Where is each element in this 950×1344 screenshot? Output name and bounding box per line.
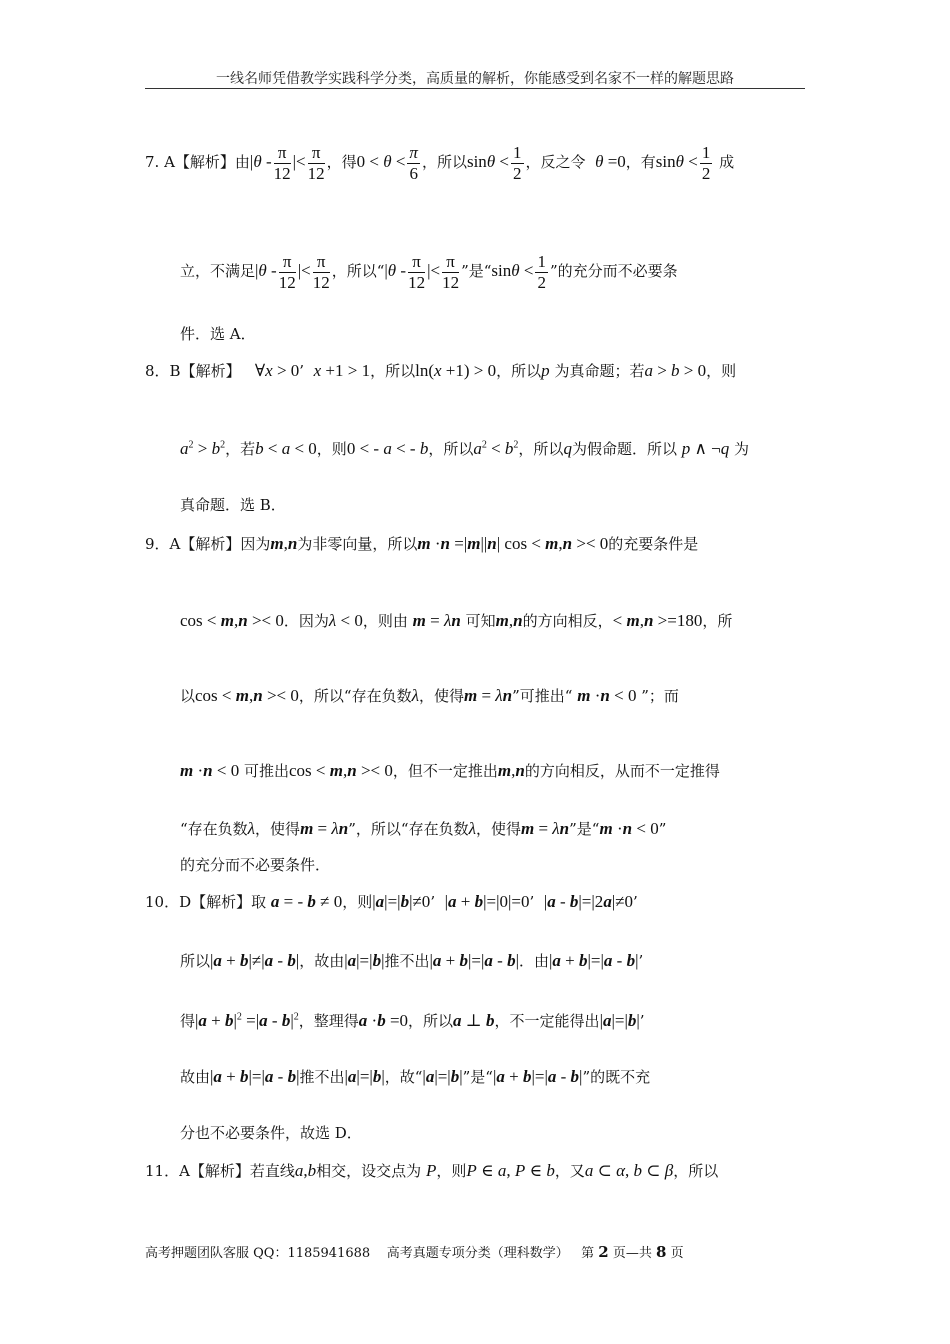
q9-line-6: 的充分而不必要条件．: [180, 856, 331, 874]
fraction: $\frac{\pi}{12}$: [408, 252, 426, 292]
q7-line-2: 立，不满足|θ - $\frac{\pi}{12}$ |< $\frac{\pi}{12}$ ，所以“|θ - $\frac{\pi}{12}$ |< $\frac{\pi}{12}$ ”是“sinθ < $\frac{1}{2}$ ”的充分而不必要条: [180, 252, 678, 292]
q10-line-3: 得$|a + b|^2 =|a - b|^2$，整理得a ·b =0，所以a ⊥ b，不一定能得出|a|=|b|’: [180, 1011, 645, 1030]
fraction: $\frac{\pi}{12}$: [273, 143, 291, 183]
fraction: $\frac{1}{2}$: [701, 143, 711, 183]
fraction: $\frac{\pi}{12}$: [442, 252, 460, 292]
page-number: 2: [598, 1243, 609, 1261]
footer-qq: 高考押题团队客服 QQ：1185941688: [145, 1246, 371, 1261]
q9-line-4: m ·n < 0 可推出cos < m,n >< 0，但不一定推出m,n的方向相反，从而不一定推得: [180, 761, 720, 780]
page-footer: 高考押题团队客服 QQ：1185941688 高考真题专项分类（理科数学） 第 2 页—共 8 页: [145, 1243, 684, 1261]
q9-line-5: “存在负数λ，使得m = λn”，所以“存在负数λ，使得m = λn”是“m ·n < 0”: [180, 819, 667, 838]
q10-line-1: 10．D【解析】取 a = - b ≠ 0，则|a|=|b|≠0’ |a + b|=|0|=0’ |a - b|=|2a|≠0’: [145, 892, 638, 911]
q8-line-1: 8．B【解析】 ∀x > 0’ x +1 > 1，所以ln(x +1) > 0，所以p 为真命题；若a > b > 0，则: [145, 361, 737, 380]
fraction: $\frac{\pi}{12}$: [307, 143, 325, 183]
q9-line-2: cos < m,n >< 0．因为λ < 0，则由 m = λn 可知m,n的方向相反，< m,n >=180，所: [180, 611, 733, 630]
q9-line-3: 以cos < m,n >< 0，所以“存在负数λ，使得m = λn”可推出“ m ·n < 0 ”；而: [180, 686, 679, 705]
q10-line-5: 分也不必要条件，故选 D．: [180, 1124, 362, 1142]
footer-title: 高考真题专项分类（理科数学）: [386, 1246, 569, 1261]
page-header: 一线名师凭借教学实践科学分类，高质量的解析，你能感受到名家不一样的解题思路: [216, 71, 734, 87]
q7-line-1: 7. A【解析】由|θ - $\frac{\pi}{12}$ |< $\frac{\pi}{12}$ ，得0 < θ < $\frac{\pi}{6}$ ，所以sinθ < $\frac{1}{2}$ ，反之令 θ =0，有sinθ < $\frac{1}{2}$ 成: [145, 143, 735, 183]
q8-line-3: 真命题．选 B．: [180, 496, 286, 514]
page-total: 8: [656, 1243, 667, 1261]
fraction: $\frac{1}{2}$: [537, 252, 546, 292]
q9-line-1: 9．A【解析】因为m,n为非零向量，所以m ·n =|m||n| cos < m,n >< 0的充要条件是: [145, 534, 699, 553]
q10-line-4: 故由|a + b|=|a - b|推不出|a|=|b|，故“|a|=|b|”是“|a + b|=|a - b|”的既不充: [180, 1067, 651, 1086]
q10-line-2: 所以|a + b|≠|a - b|，故由|a|=|b|推不出|a + b|=|a - b|．由|a + b|=|a - b|’: [180, 951, 644, 970]
fraction: $\frac{\pi}{12}$: [312, 252, 330, 292]
fraction: $\frac{1}{2}$: [513, 143, 522, 183]
q8-line-2: $a^2 > b^2$，若b < a < 0，则0 < - a < - b，所以$a^2 < b^2$，所以q为假命题．所以 p ∧ ¬q 为: [180, 439, 750, 458]
q7-line-3: 件．选 A．: [180, 325, 256, 343]
q11-line-1: 11．A【解析】若直线a,b相交，设交点为 P，则P ∈ a, P ∈ b，又a ⊂ α, b ⊂ β，所以: [145, 1161, 719, 1180]
fraction: $\frac{\pi}{6}$: [409, 143, 418, 183]
header-rule: [145, 88, 805, 89]
fraction: $\frac{\pi}{12}$: [278, 252, 296, 292]
q7-number: 7. A【解析】由: [145, 153, 250, 172]
